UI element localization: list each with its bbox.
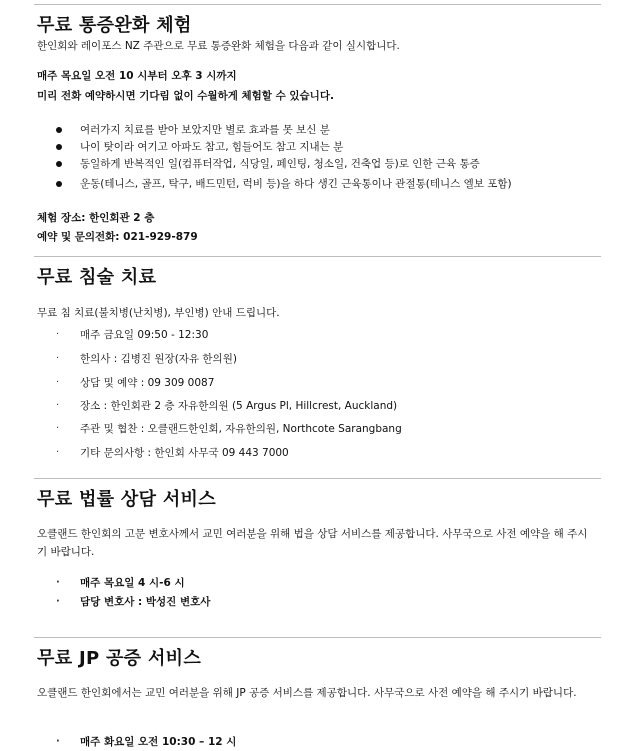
bullet-icon: [56, 181, 62, 187]
schedule-text: 매주 목요일 오전 10 시부터 오후 3 시까지: [37, 70, 237, 82]
section-divider: [34, 4, 601, 5]
section-title-pain-relief: 무료 통증완화 체험: [37, 15, 192, 36]
section-intro: 오클랜드 한인회에서는 교민 여러분을 위해 JP 공증 서비스를 제공합니다. 사무국으로 사전 예약을 해 주시기 바랍니다.: [37, 687, 577, 699]
section-intro: 무료 침 치료(불치병(난치병), 부인병) 안내 드립니다.: [37, 307, 280, 319]
section-divider: [34, 256, 601, 257]
bullet-icon: [56, 144, 62, 150]
bullet-icon: ·: [56, 329, 60, 340]
section-divider: [34, 478, 601, 479]
bullet-icon: ·: [56, 596, 60, 607]
bullet-icon: ·: [56, 447, 60, 458]
bullet-icon: ·: [56, 377, 60, 388]
section-intro: 한인회와 레이포스 NZ 주관으로 무료 통증완화 체험을 다음과 같이 실시합니다.: [37, 40, 400, 52]
bullet-icon: ·: [56, 577, 60, 588]
bullet-icon: [56, 127, 62, 133]
reservation-note: 미리 전화 예약하시면 기다림 없이 수월하게 체험할 수 있습니다.: [37, 90, 334, 102]
section-intro: 오클랜드 한인회의 고문 변호사께서 교민 여러분을 위해 법을 상담 서비스를 제공합니다. 사무국으로 사전 예약을 해 주시기 바랍니다.: [37, 528, 588, 558]
bullet-icon: ·: [56, 353, 60, 364]
bullet-icon: ·: [56, 423, 60, 434]
contact-text: 예약 및 문의전화: 021-929-879: [37, 231, 198, 243]
bullet-icon: ·: [56, 400, 60, 411]
section-title-acupuncture: 무료 침술 치료: [37, 267, 157, 288]
notice-page: 무료 통증완화 체험 한인회와 레이포스 NZ 주관으로 무료 통증완화 체험을 다음과 같이 실시합니다. 매주 목요일 오전 10 시부터 오후 3 시까지 미리 전화 예약하시면 기다림 없이 수월하게 체험할 수 있습니다. 여러가지 치료를 받아 보았지만 별로 효과를 못 보신 분 나이 탓이라 여기고 아파도 참고, 힘들어도 참고 지내는 분 동일하게 반복적인 일(컴퓨터작업, 식당일, 페인팅, 청소일, 건축업 등)로 인한 근육 통증 운동(테니스, 골프, 탁구, 배드민턴, 럭비 등)을 하다 생긴 근육통이나 관절통(테니스 엘보 포함) 체험 장소: 한인회관 2 층 예약 및 문의전화: 021-929-879 무료 침술 치료 무료 침 치료(불치병(난치병), 부인병) 안내 드립니다. · 매주 금요일 09:50 - 12:30 · 한의사 : 김병진 원장(자유 한의원) · 상담 및 예약 : 09 309 0087 · 장소 : 한인회관 2 층 자유한의원 (5 Argus Pl, Hillcrest, Auckland) · 주관 및 협찬 : 오클랜드한인회, 자유한의원, Northcote Sarangbang · 기타 문의사항 : 한인회 사무국 09 443 7000 무료 법률 상담 서비스 오클랜드 한인회의 고문 변호사께서 교민 여러분을 위해 법을 상담 서비스를 제공합니다. 사무국으로 사전 예약을 해 주시기 바랍니다. · 매주 목요일 4 시-6 시 · 담당 변호사 : 박성진 변호사 무료 JP 공증 서비스 오클랜드 한인회에서는 교민 여러분을 위해 JP 공증 서비스를 제공합니다. 사무국으로 사전 예약을 해 주시기 바랍니다. · 매주 화요일 오전 10:30 – 12 시: [0, 0, 631, 751]
bullet-icon: [56, 161, 62, 167]
bullet-icon: ·: [56, 736, 60, 747]
section-title-jp: 무료 JP 공증 서비스: [37, 648, 202, 669]
section-divider: [34, 637, 601, 638]
section-title-legal: 무료 법률 상담 서비스: [37, 489, 216, 510]
venue-text: 체험 장소: 한인회관 2 층: [37, 212, 155, 224]
